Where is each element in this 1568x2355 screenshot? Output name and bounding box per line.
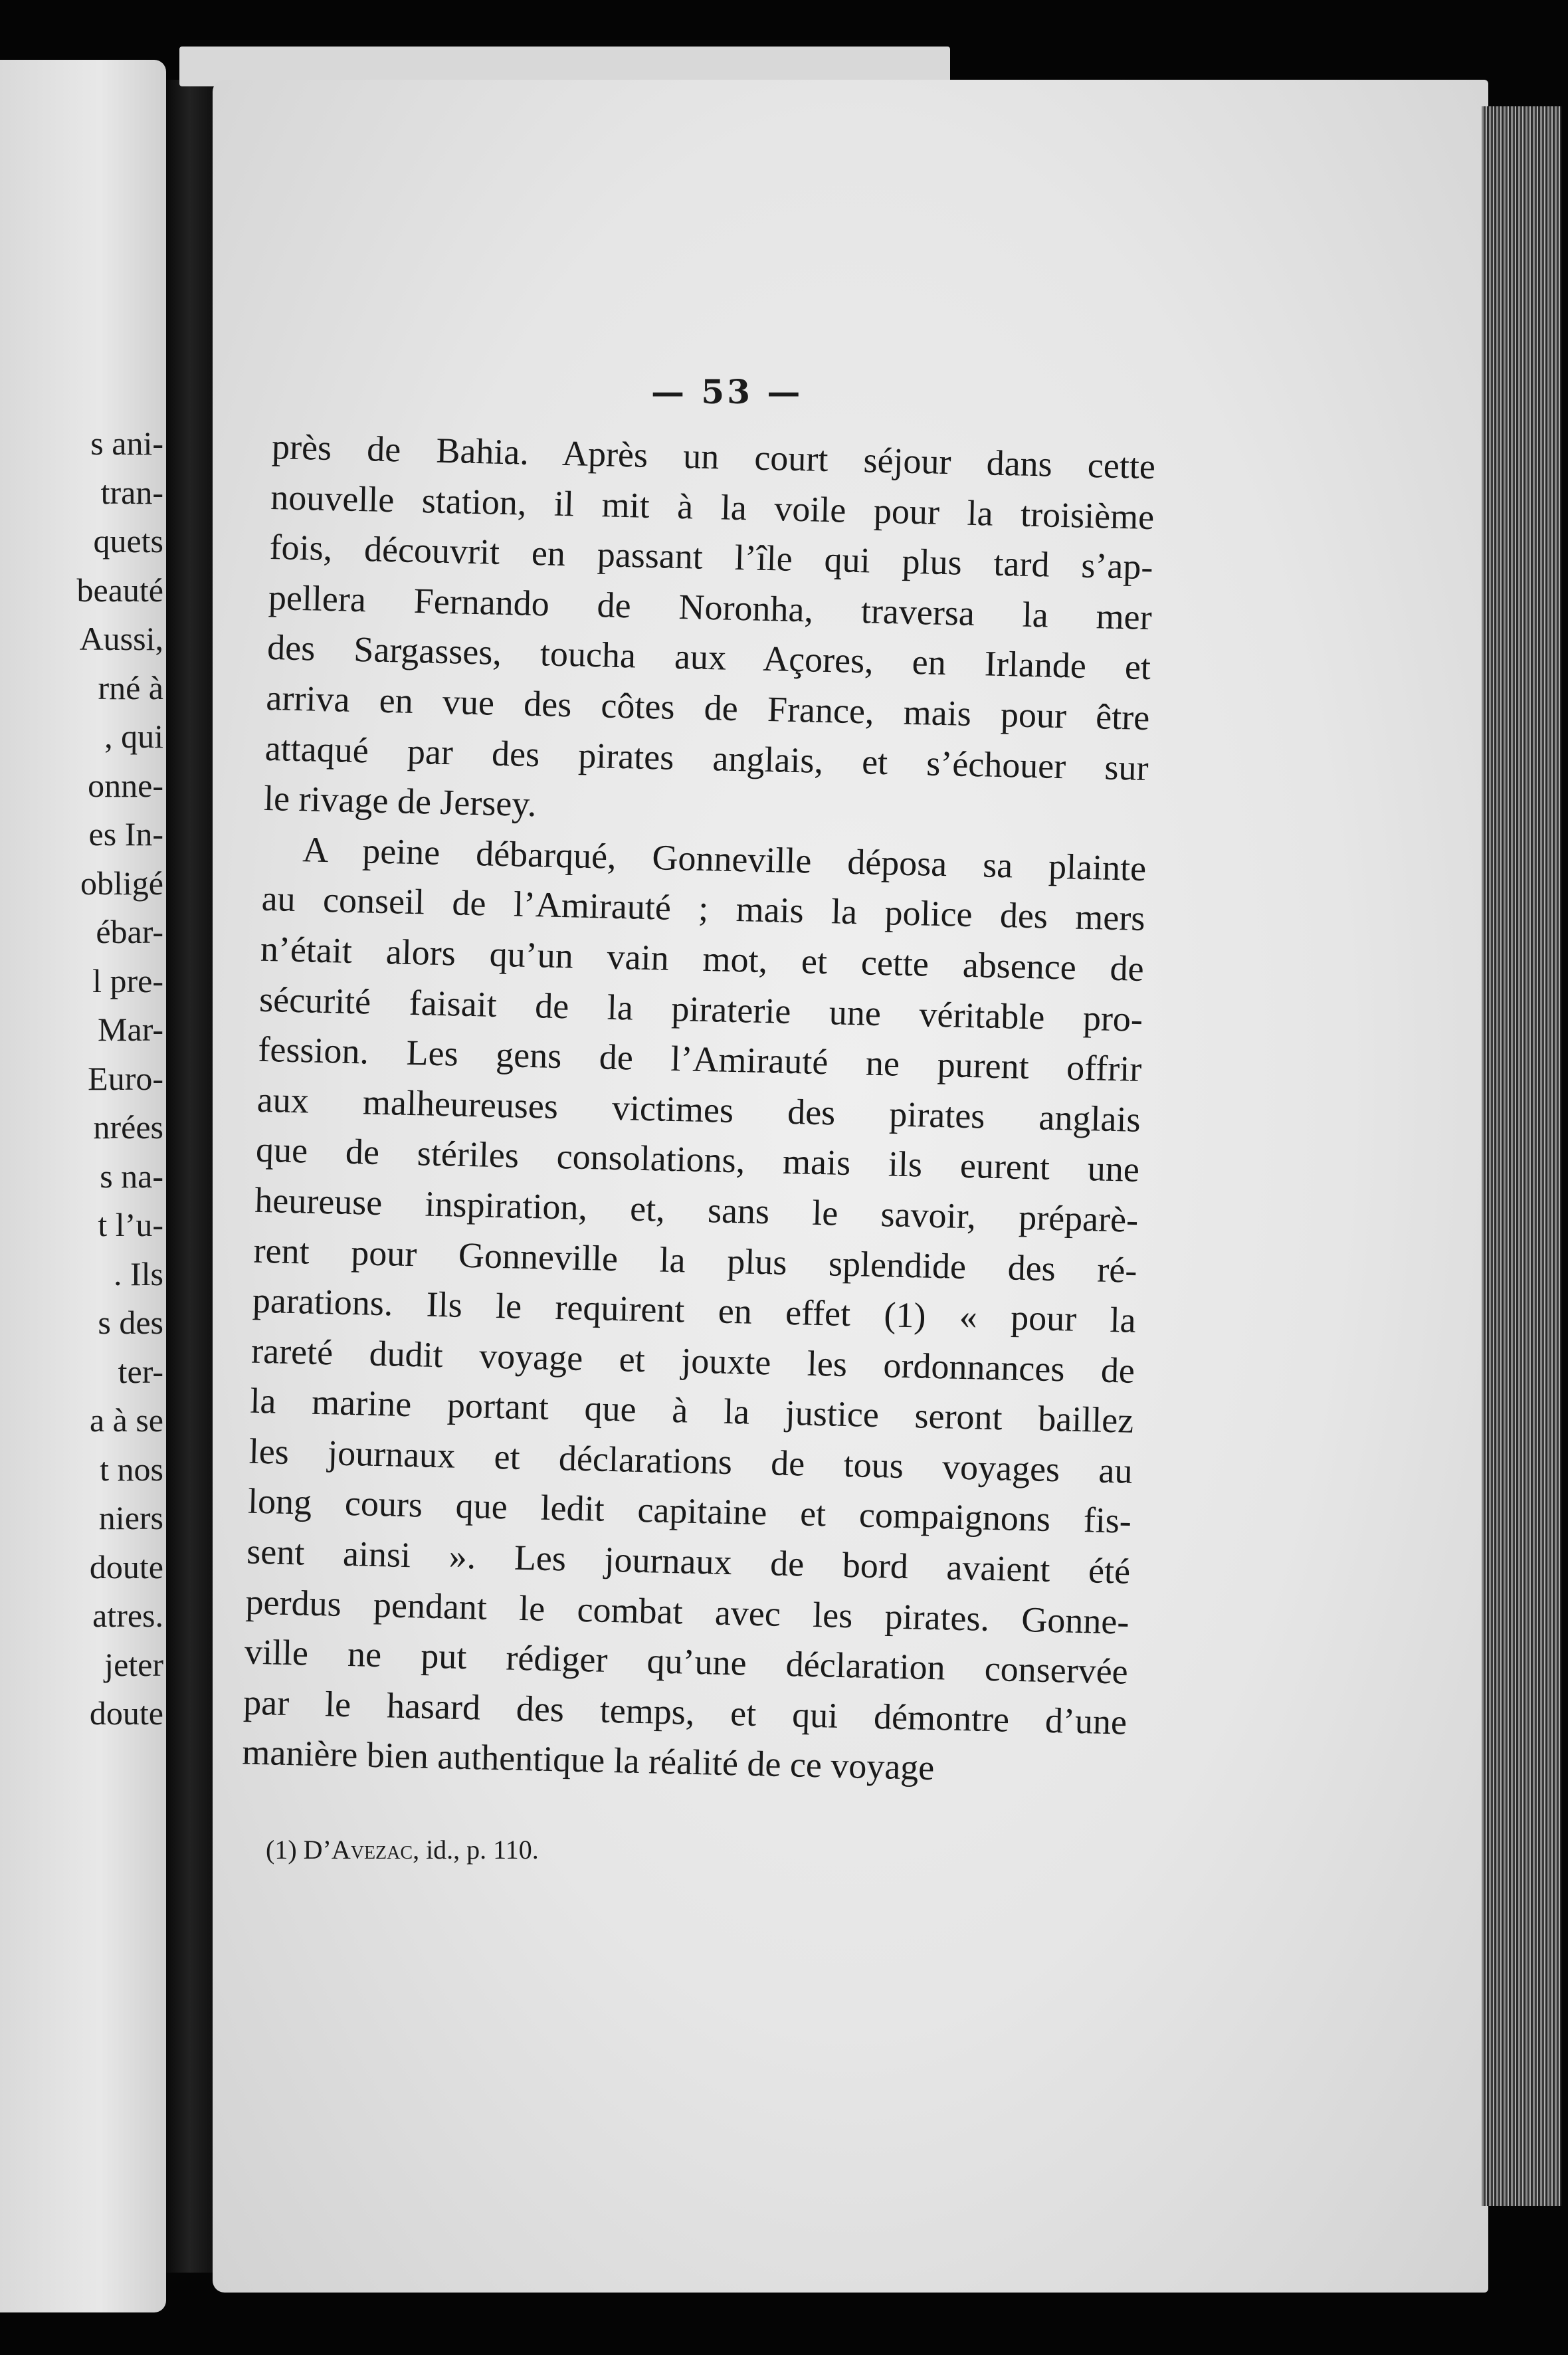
left-page-line: , qui [104, 718, 163, 755]
text-line: le rivage de Jersey. [263, 778, 538, 825]
footnote [266, 1834, 539, 1865]
text-line: A peine débarqué, Gonneville déposa sa plainte [302, 829, 1147, 888]
book-page-edges [1482, 106, 1561, 2206]
left-page-line: obligé [80, 864, 163, 902]
text-line: manière bien authentique la réalité de ce voyage [241, 1732, 935, 1788]
text-line: la marine portant que à la justice seront baillez [249, 1380, 1134, 1441]
text-line: rent pour Gonneville la plus splendide des ré- [253, 1230, 1138, 1290]
text-line: heureuse inspiration, et, sans le savoir, préparè- [254, 1179, 1139, 1240]
left-page-line: nrées [93, 1108, 163, 1146]
left-page-fragment [0, 60, 166, 2312]
left-page-line: . Ils [114, 1255, 163, 1292]
left-page-line: tran- [100, 473, 163, 511]
text-line: rareté dudit voyage et jouxte les ordonnances de [250, 1330, 1135, 1391]
left-page-line: Aussi, [79, 620, 163, 657]
left-page-line: t l’u- [98, 1206, 163, 1243]
text-line: parations. Ils le requirent en effet (1) « pour la [252, 1280, 1137, 1340]
text-line: pellera Fernando de Noronha, traversa la mer [268, 577, 1153, 637]
text-line: fois, découvrit en passant l’île qui plus tard s’ap- [269, 527, 1154, 587]
text-line: n’était alors qu’un vain mot, et cette absence de [260, 928, 1145, 989]
text-line: que de stériles consolations, mais ils eurent une [255, 1130, 1140, 1190]
footnote-reference: , id., p. 110. [413, 1835, 539, 1865]
left-page-line: ter- [118, 1352, 163, 1390]
left-page-line: onne- [88, 766, 163, 804]
body-text [242, 422, 1156, 1798]
text-line: nouvelle station, il mit à la voile pour la troisième [270, 476, 1155, 537]
left-page-line: doute [89, 1548, 163, 1586]
left-page-line: a à se [89, 1401, 163, 1439]
left-page-line: s ani- [90, 425, 163, 462]
left-page-line: Euro- [88, 1059, 163, 1097]
left-page-line: beauté [76, 571, 163, 609]
left-page-line: ébar- [96, 913, 163, 950]
paragraph [242, 824, 1147, 1798]
left-page-line: es In- [88, 815, 163, 853]
footnote-author: D’Avezac [303, 1835, 413, 1865]
text-line: des Sargasses, toucha aux Açores, en Irlande et [266, 627, 1151, 688]
left-page-line: quets [93, 522, 163, 560]
text-line: attaqué par des pirates anglais, et s’échouer sur [264, 728, 1149, 788]
text-line: aux malheureuses victimes des pirates anglais [256, 1079, 1141, 1140]
left-page-line: doute [89, 1694, 163, 1732]
text-line: arriva en vue des côtes de France, mais pour être [265, 677, 1150, 738]
text-line: près de Bahia. Après un court séjour dans cette [271, 426, 1156, 487]
left-page-line: niers [98, 1499, 163, 1536]
left-page-line: s na- [100, 1157, 163, 1195]
text-line: sent ainsi ». Les journaux de bord avaient été [246, 1531, 1131, 1591]
text-line: au conseil de l’Amirauté ; mais la police des mers [261, 878, 1146, 939]
left-page-line: rné à [98, 668, 163, 706]
page-number: — 53 — [651, 372, 803, 411]
left-page-line: t nos [100, 1450, 163, 1488]
left-page-line: atres. [92, 1597, 163, 1634]
left-page-line: Mar- [98, 1011, 163, 1048]
book-gutter [166, 80, 213, 2273]
left-page-line: l pre- [92, 962, 163, 999]
text-line: perdus pendant le combat avec les pirates. Gonne- [245, 1582, 1130, 1642]
paragraph [263, 422, 1155, 844]
text-line: fession. Les gens de l’Amirauté ne purent offrir [257, 1029, 1142, 1090]
text-line: les journaux et déclarations de tous voyages au [248, 1431, 1133, 1491]
left-page-line: s des [98, 1304, 163, 1341]
text-line: sécurité faisait de la piraterie une véritable pro- [258, 979, 1143, 1039]
text-line: par le hasard des temps, et qui démontre d’une [243, 1682, 1127, 1742]
text-line: long cours que ledit capitaine et compaignons fis- [247, 1481, 1132, 1542]
text-line: ville ne put rédiger qu’une déclaration conservée [244, 1631, 1129, 1692]
footnote-marker: (1) [266, 1835, 297, 1865]
left-page-line: jeter [104, 1645, 163, 1683]
